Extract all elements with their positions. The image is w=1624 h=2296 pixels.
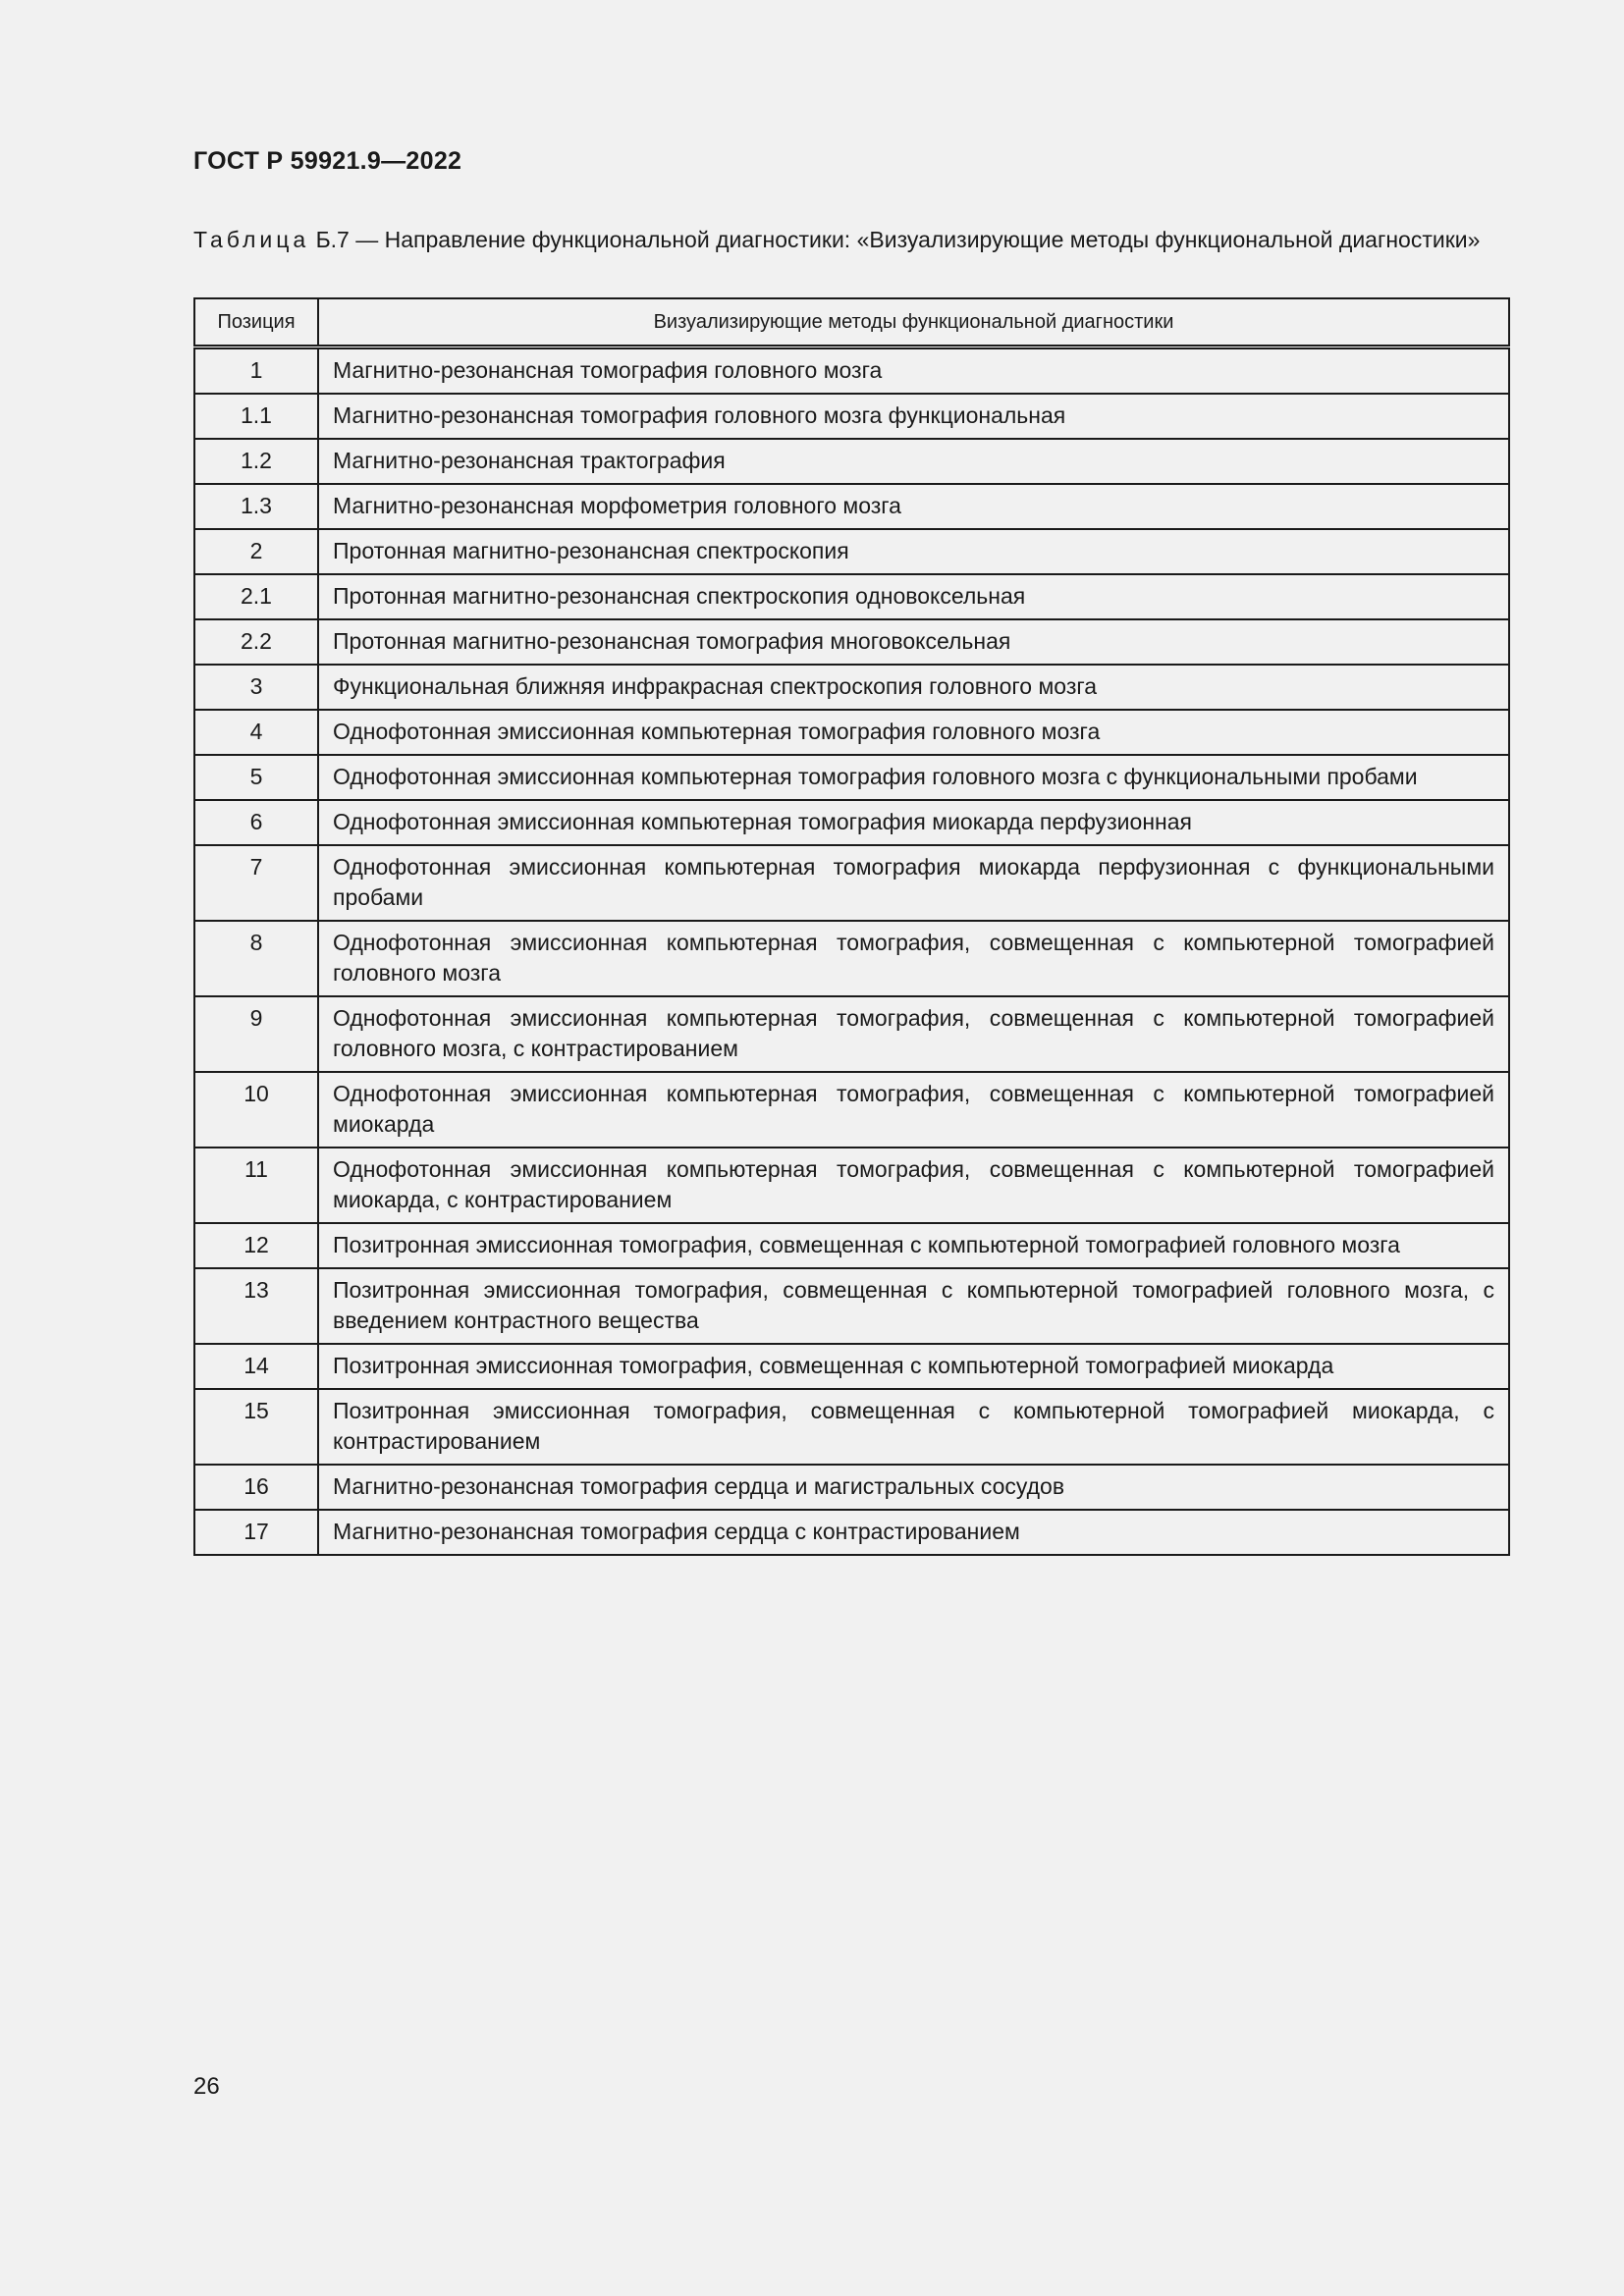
table-row <box>194 1148 1509 1223</box>
row-method: Позитронная эмиссионная томография, совмещенная с компьютерной томографией миокарда <box>318 1344 1509 1389</box>
table-body <box>194 347 1509 1556</box>
row-position: 13 <box>194 1268 318 1344</box>
table-row <box>194 1268 1509 1344</box>
row-position: 1 <box>194 347 318 395</box>
row-method: Магнитно-резонансная томография головного мозга <box>318 347 1509 395</box>
table-caption <box>193 225 1507 254</box>
row-method: Функциональная ближняя инфракрасная спектроскопия головного мозга <box>318 665 1509 710</box>
row-method: Позитронная эмиссионная томография, совмещенная с компьютерной томографией миокарда, с контрастированием <box>318 1389 1509 1465</box>
row-position: 16 <box>194 1465 318 1510</box>
row-method: Однофотонная эмиссионная компьютерная томография, совмещенная с компьютерной томографией миокарда <box>318 1072 1509 1148</box>
row-method: Магнитно-резонансная морфометрия головного мозга <box>318 484 1509 529</box>
row-position: 2 <box>194 529 318 574</box>
table-row <box>194 347 1509 395</box>
row-position: 12 <box>194 1223 318 1268</box>
row-method: Однофотонная эмиссионная компьютерная томография, совмещенная с компьютерной томографией головного мозга, с контрастированием <box>318 996 1509 1072</box>
row-position: 9 <box>194 996 318 1072</box>
table-row <box>194 1072 1509 1148</box>
row-position: 8 <box>194 921 318 996</box>
table-row <box>194 484 1509 529</box>
table-row <box>194 996 1509 1072</box>
table-row <box>194 665 1509 710</box>
table-row <box>194 1223 1509 1268</box>
row-method: Магнитно-резонансная трактография <box>318 439 1509 484</box>
table-row <box>194 439 1509 484</box>
row-method: Однофотонная эмиссионная компьютерная томография, совмещенная с компьютерной томографией миокарда, с контрастированием <box>318 1148 1509 1223</box>
row-position: 17 <box>194 1510 318 1555</box>
row-method: Однофотонная эмиссионная компьютерная томография миокарда перфузионная с функциональными пробами <box>318 845 1509 921</box>
table-row <box>194 845 1509 921</box>
row-position: 5 <box>194 755 318 800</box>
row-position: 6 <box>194 800 318 845</box>
table-row <box>194 1389 1509 1465</box>
column-header-methods: Визуализирующие методы функциональной диагностики <box>318 298 1509 347</box>
table-row <box>194 1510 1509 1555</box>
document-header: ГОСТ Р 59921.9—2022 <box>193 147 462 175</box>
table-row <box>194 800 1509 845</box>
table-row <box>194 755 1509 800</box>
row-method: Однофотонная эмиссионная компьютерная томография головного мозга с функциональными пробами <box>318 755 1509 800</box>
table-row <box>194 574 1509 619</box>
table-row <box>194 921 1509 996</box>
table-header-row <box>194 298 1509 347</box>
row-method: Позитронная эмиссионная томография, совмещенная с компьютерной томографией головного мозга, с введением контрастного вещества <box>318 1268 1509 1344</box>
table-caption-text: Б.7 — Направление функциональной диагностики: «Визуализирующие методы функциональной диагностики» <box>315 227 1481 252</box>
row-position: 14 <box>194 1344 318 1389</box>
methods-table <box>193 297 1510 1556</box>
row-method: Протонная магнитно-резонансная спектроскопия одновоксельная <box>318 574 1509 619</box>
row-method: Однофотонная эмиссионная компьютерная томография головного мозга <box>318 710 1509 755</box>
row-method: Однофотонная эмиссионная компьютерная томография миокарда перфузионная <box>318 800 1509 845</box>
row-method: Магнитно-резонансная томография сердца с контрастированием <box>318 1510 1509 1555</box>
row-method: Протонная магнитно-резонансная спектроскопия <box>318 529 1509 574</box>
row-method: Магнитно-резонансная томография головного мозга функциональная <box>318 394 1509 439</box>
row-position: 7 <box>194 845 318 921</box>
table-caption-label: Таблица <box>193 227 310 252</box>
row-position: 1.2 <box>194 439 318 484</box>
row-position: 2.1 <box>194 574 318 619</box>
row-position: 11 <box>194 1148 318 1223</box>
row-position: 1.1 <box>194 394 318 439</box>
row-method: Магнитно-резонансная томография сердца и магистральных сосудов <box>318 1465 1509 1510</box>
table-row <box>194 1344 1509 1389</box>
row-method: Однофотонная эмиссионная компьютерная томография, совмещенная с компьютерной томографией головного мозга <box>318 921 1509 996</box>
row-method: Позитронная эмиссионная томография, совмещенная с компьютерной томографией головного мозга <box>318 1223 1509 1268</box>
row-position: 1.3 <box>194 484 318 529</box>
table-row <box>194 619 1509 665</box>
row-position: 10 <box>194 1072 318 1148</box>
row-position: 2.2 <box>194 619 318 665</box>
page-number: 26 <box>193 2073 220 2100</box>
table-row <box>194 710 1509 755</box>
table-row <box>194 529 1509 574</box>
row-position: 3 <box>194 665 318 710</box>
row-position: 15 <box>194 1389 318 1465</box>
column-header-position: Позиция <box>194 298 318 347</box>
table-row <box>194 394 1509 439</box>
table-row <box>194 1465 1509 1510</box>
row-position: 4 <box>194 710 318 755</box>
row-method: Протонная магнитно-резонансная томография многовоксельная <box>318 619 1509 665</box>
